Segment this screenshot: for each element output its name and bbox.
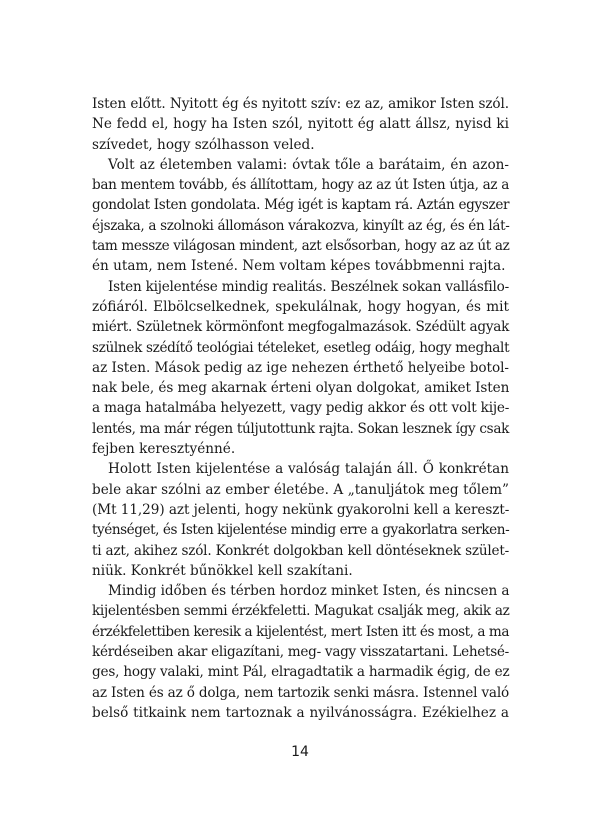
text-line: tam messze világosan mindent, azt elsősorban, hogy az az út az xyxy=(92,238,510,255)
text-line: Mindig időben és térben hordoz minket Isten, és nincsen a xyxy=(108,583,510,600)
text-line: ti azt, akihez szól. Konkrét dolgokban kell döntéseknek szület- xyxy=(92,542,509,559)
text-line: az Isten. Mások pedig az ige nehezen érthető helyeibe botol- xyxy=(92,359,509,376)
text-line: ges, hogy valaki, mint Pál, elragadtatik a harmadik égig, de ez xyxy=(92,664,510,681)
page-number: 14 xyxy=(291,744,309,760)
text-line: (Mt 11,29) azt jelenti, hogy nekünk gyakorolni kell a kereszt- xyxy=(92,501,510,518)
text-line: a maga hatalmába helyezett, vagy pedig akkor és ott volt kije- xyxy=(92,400,510,417)
text-line: nak bele, és meg akarnak érteni olyan dolgokat, amiket Isten xyxy=(92,380,510,397)
text-line: az Isten és az ő dolga, nem tartozik senki másra. Istennel való xyxy=(92,684,509,701)
text-line: Volt az életemben valami: óvtak tőle a barátaim, én azon- xyxy=(108,156,509,173)
text-line: Isten kijelentése mindig realitás. Beszélnek sokan vallásfilo- xyxy=(108,278,509,295)
body-text xyxy=(92,94,509,723)
text-line: fejben keresztyénné. xyxy=(92,441,236,458)
text-line: éjszaka, a szolnoki állomáson várakozva, kinyílt az ég, és én lát- xyxy=(92,217,510,234)
text-line: Ne fedd el, hogy ha Isten szól, nyitott ég alatt állsz, nyisd ki xyxy=(92,116,509,133)
text-line: belső titkaink nem tartoznak a nyilvánosságra. Ezékielhez a xyxy=(92,704,509,721)
text-line: Holott Isten kijelentése a valóság talaján áll. Ő konkrétan xyxy=(108,461,509,478)
text-line: Isten előtt. Nyitott ég és nyitott szív: ez az, amikor Isten szól. xyxy=(92,96,509,112)
text-line: niük. Konkrét bűnökkel kell szakítani. xyxy=(92,562,353,579)
text-line: kijelentésben semmi érzékfeletti. Magukat csalják meg, akik az xyxy=(92,603,510,620)
text-line: tyénséget, és Isten kijelentése mindig erre a gyakorlatra serken- xyxy=(92,522,510,539)
text-line: miért. Születnek körmönfont megfogalmazások. Szédült agyak xyxy=(92,319,510,336)
text-line: gondolat Isten gondolata. Még igét is kaptam rá. Aztán egyszer xyxy=(92,197,510,214)
text-line: szülnek szédítő teológiai tételeket, esetleg odáig, hogy meghalt xyxy=(92,339,510,356)
text-line: ban mentem tovább, és állítottam, hogy az az út Isten útja, az a xyxy=(92,177,509,194)
text-line: kérdéseiben akar eligazítani, meg- vagy visszatartani. Lehetsé- xyxy=(92,644,509,661)
text-line: szívedet, hogy szólhasson veled. xyxy=(92,136,315,153)
text-line: érzékfelettiben keresik a kijelentést, mert Isten itt és most, a ma xyxy=(92,623,509,640)
text-line: zófiáról. Elbölcselkednek, spekulálnak, hogy hogyan, és mit xyxy=(92,298,509,315)
text-line: bele akar szólni az ember életébe. A „tanuljátok meg tőlem” xyxy=(92,481,509,498)
text-line: lentés, ma már régen túljutottunk rajta. Sokan lesznek így csak xyxy=(92,420,509,437)
text-line: én utam, nem Istené. Nem voltam képes továbbmenni rajta. xyxy=(92,258,506,275)
